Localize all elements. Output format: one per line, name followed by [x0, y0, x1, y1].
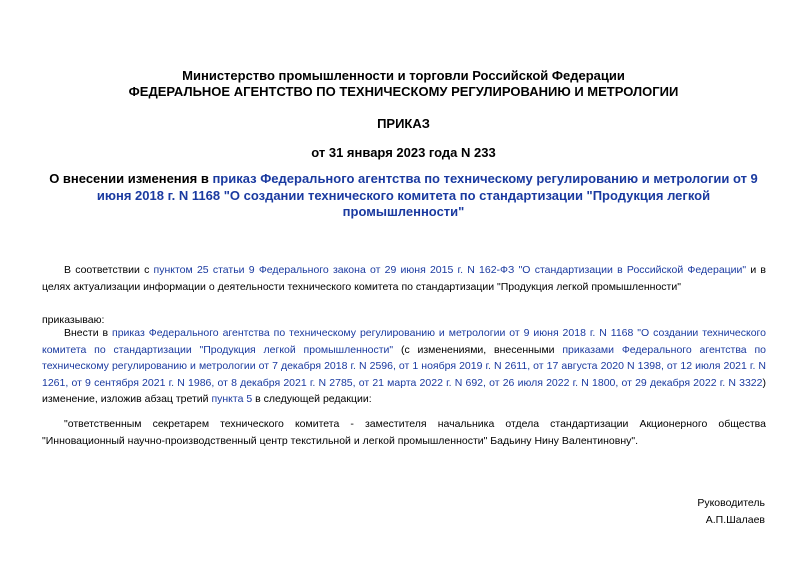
ministry-heading: Министерство промышленности и торговли Российской Федерации — [182, 68, 625, 83]
preamble-text-2: и в целях актуализации информации о деятельности технического комитета по стандартизации "Продукция легкой промышленности" — [42, 264, 767, 293]
quoted-new-wording: "ответственным секретарем технического комитета - заместителя начальника отдела стандартизации Акционерного общества "Инновационный научно-производственный центр текстильной и легкой промышленности" Бадьину Нину Валентиновну". — [42, 418, 766, 447]
amendment-text-3: ) изменение, изложив абзац третий — [42, 376, 766, 406]
amended-order-link[interactable]: приказ Федерального агентства по техническому регулированию и метрологии от 9 — [212, 171, 758, 186]
title-prefix: О внесении изменения в — [49, 171, 213, 186]
amending-orders-link[interactable]: приказами Федерального агентства по техническому регулированию и метрологии от 7 декабря 2018 г. N 2596, от 1 ноября 2019 г. N 2611, от 17 августа 2020 N 1398, от 12 июля 2021 г. N 1261, от 9 сентября 2021 г. N 1986, от 8 декабря 2021 г. N 2785, от 21 марта 2022 г. N 692, от 26 июля 2022 г. N 1800, от 29 декабря 2022 г. N 3322 — [42, 343, 766, 389]
document-title — [0, 171, 807, 221]
order-word: приказываю: — [42, 314, 105, 326]
preamble-text-1: В соответствии с — [64, 264, 154, 276]
preamble-paragraph — [42, 262, 766, 295]
amendment-text-2: (с изменениями, внесенными — [393, 343, 563, 356]
amendment-text-1: Внести в — [64, 327, 113, 339]
signatory-position: Руководитель — [697, 497, 765, 509]
signatory-name: А.П.Шалаев — [705, 514, 765, 526]
amendment-paragraph — [42, 325, 766, 408]
clause-5-link[interactable]: пункта 5 — [211, 393, 253, 406]
amendment-text-4: в следующей редакции: — [252, 393, 372, 406]
amended-order-link-line3[interactable]: промышленности" — [342, 204, 465, 219]
date-number-heading: от 31 января 2023 года N 233 — [311, 145, 496, 160]
doc-type-heading: ПРИКАЗ — [377, 116, 430, 131]
law-link[interactable]: пунктом 25 статьи 9 Федерального закона от 29 июня 2015 г. N 162-ФЗ "О стандартизации в Российской Федерации" — [153, 264, 747, 276]
order-1168-link[interactable]: приказ Федерального агентства по техническому регулированию и метрологии от 9 июня 2018 г. N 1168 "О создании технического комитета по стандартизации "Продукция легкой промышленности" — [42, 327, 766, 356]
agency-heading: ФЕДЕРАЛЬНОЕ АГЕНТСТВО ПО ТЕХНИЧЕСКОМУ РЕГУЛИРОВАНИЮ И МЕТРОЛОГИИ — [128, 84, 679, 99]
amended-order-link-line2[interactable]: июня 2018 г. N 1168 "О создании технического комитета по стандартизации "Продукция легкой — [96, 187, 711, 203]
